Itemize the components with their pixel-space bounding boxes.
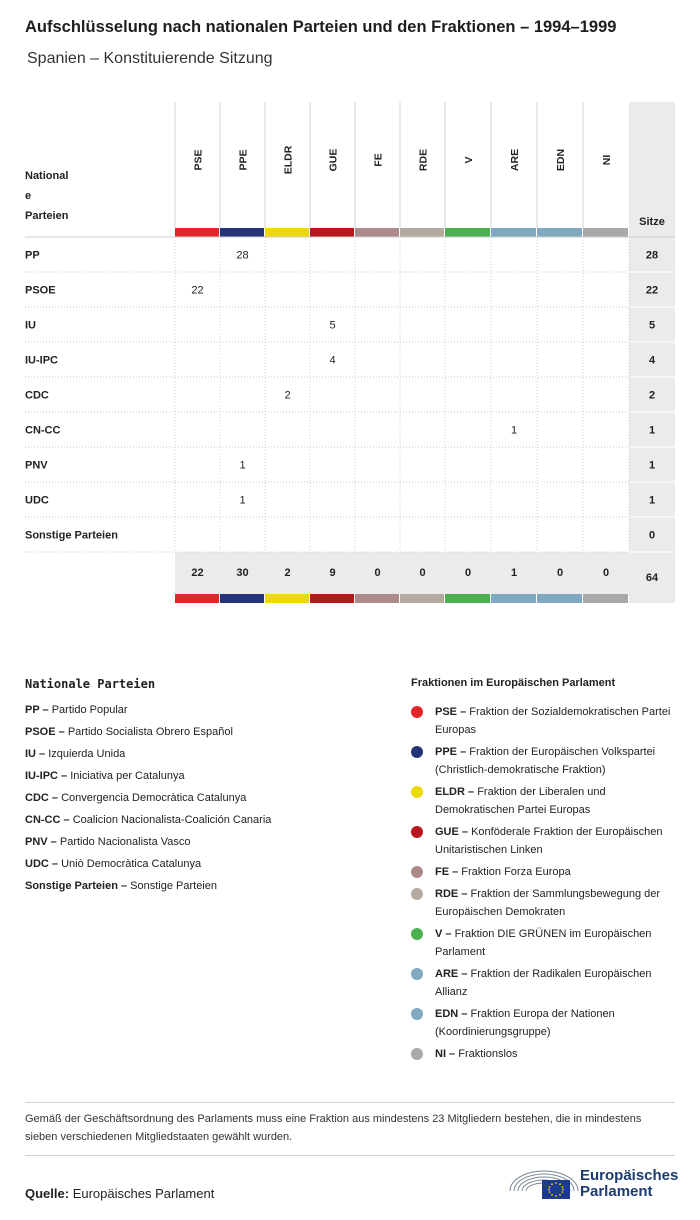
national-parties-heading: Nationale Parteien <box>25 677 156 691</box>
party-total-cell: 1 <box>648 424 656 437</box>
party-row-label: CDC <box>25 389 49 402</box>
group-color-dot <box>411 706 423 718</box>
seat-count-cell: 22 <box>191 284 204 297</box>
group-color-bar-bottom <box>537 594 582 603</box>
group-total-cell: 0 <box>602 567 610 579</box>
group-code-label: NI <box>601 154 613 166</box>
group-color-bar-bottom <box>583 594 628 603</box>
seat-count-cell: 4 <box>329 354 336 367</box>
group-color-bar-bottom <box>445 594 490 603</box>
group-code-label: V <box>463 156 475 164</box>
grand-total-cell: 64 <box>645 572 659 584</box>
group-total-cell: 9 <box>329 567 336 579</box>
group-color-bar <box>400 228 444 237</box>
group-color-bar-bottom <box>265 594 309 603</box>
group-code-label: GUE <box>327 148 340 172</box>
source: Quelle: Europäisches Parlament <box>25 1186 215 1201</box>
party-row-label: PNV <box>25 459 48 472</box>
national-party-item: IU-IPC – Iniciativa per Catalunya <box>25 770 185 782</box>
group-legend-item: ELDR – Fraktion der Liberalen und Demokratischen Partei Europas <box>411 783 681 819</box>
group-color-dot <box>411 1048 423 1060</box>
group-legend-item: V – Fraktion DIE GRÜNEN im Europäischen Parlament <box>411 925 681 961</box>
group-color-dot <box>411 928 423 940</box>
page-title: Aufschlüsselung nach nationalen Parteien und den Fraktionen – 1994–1999 <box>25 18 617 36</box>
party-total-cell: 4 <box>648 354 656 367</box>
national-party-item: IU – Izquierda Unida <box>25 748 126 760</box>
group-total-cell: 0 <box>464 567 472 579</box>
group-color-dot <box>411 866 423 878</box>
group-legend-item: ARE – Fraktion der Radikalen Europäischen Allianz <box>411 965 681 1001</box>
group-code-label: FE <box>372 153 385 167</box>
footnote: Gemäß der Geschäftsordnung des Parlaments muss eine Fraktion aus mindestens 23 Mitgliedern bestehen, die in mindestens sieben verschiedenen Mitgliedstaaten gewählt wurden. <box>25 1113 642 1143</box>
divider <box>25 1102 675 1103</box>
group-color-dot <box>411 746 423 758</box>
group-color-bar <box>491 228 536 237</box>
group-color-bar-bottom <box>400 594 444 603</box>
group-color-bar-bottom <box>355 594 399 603</box>
party-row-label: IU-IPC <box>25 354 58 367</box>
group-legend-item: RDE – Fraktion der Sammlungsbewegung der Europäischen Demokraten <box>411 885 681 921</box>
groups-legend-heading: Fraktionen im Europäischen Parlament <box>411 677 616 689</box>
seat-count-cell: 1 <box>510 424 518 437</box>
party-total-cell: 1 <box>648 459 656 472</box>
group-total-cell: 1 <box>510 567 518 579</box>
group-color-bar-bottom <box>220 594 264 603</box>
national-party-item: PSOE – Partido Socialista Obrero Español <box>25 726 233 738</box>
row-header-label: Parteien <box>25 210 69 222</box>
party-row-label: CN-CC <box>25 424 61 437</box>
page-subtitle: Spanien – Konstituierende Sitzung <box>27 50 273 67</box>
party-row-label: Sonstige Parteien <box>25 529 118 542</box>
group-color-bar-bottom <box>175 594 219 603</box>
national-party-item: CDC – Convergencia Democràtica Catalunya <box>25 792 247 804</box>
group-total-cell: 30 <box>236 567 249 579</box>
group-color-dot <box>411 888 423 900</box>
groups-legend-list <box>411 703 681 1067</box>
seat-count-cell: 2 <box>284 389 291 402</box>
group-code-label: ELDR <box>282 145 295 175</box>
group-code-label: PPE <box>237 149 250 171</box>
group-color-dot <box>411 826 423 838</box>
party-total-cell: 22 <box>645 284 659 297</box>
group-code-label: RDE <box>417 148 430 172</box>
national-party-item: CN-CC – Coalicion Nacionalista-Coalición Canaria <box>25 814 272 826</box>
national-parties-list <box>25 703 385 901</box>
group-color-bar <box>355 228 399 237</box>
group-total-cell: 0 <box>374 567 381 579</box>
group-total-cell: 2 <box>284 567 291 579</box>
group-color-bar <box>265 228 309 237</box>
row-header-label: National <box>25 170 69 182</box>
seat-count-cell: 1 <box>239 494 246 507</box>
group-color-dot <box>411 1008 423 1020</box>
group-color-bar <box>537 228 582 237</box>
national-party-item: PP – Partido Popular <box>25 704 128 716</box>
seat-count-cell: 28 <box>236 249 249 262</box>
party-total-cell: 1 <box>648 494 656 507</box>
group-total-cell: 22 <box>191 567 204 579</box>
group-code-label: EDN <box>555 148 567 172</box>
seats-column-background <box>629 102 675 603</box>
party-row-label: PP <box>25 249 40 262</box>
group-legend-item: GUE – Konföderale Fraktion der Europäischen Unitaristischen Linken <box>411 823 681 859</box>
party-total-cell: 5 <box>648 319 656 332</box>
group-legend-item: FE – Fraktion Forza Europa <box>411 863 681 881</box>
seat-count-cell: 1 <box>239 459 246 472</box>
group-color-bar-bottom <box>310 594 354 603</box>
party-total-cell: 28 <box>645 249 659 262</box>
group-code-label: PSE <box>192 149 205 171</box>
party-total-cell: 0 <box>648 529 656 542</box>
group-legend-item: PSE – Fraktion der Sozialdemokratischen Partei Europas <box>411 703 681 739</box>
group-color-bar <box>175 228 219 237</box>
party-row-label: IU <box>25 319 36 332</box>
group-legend-item: EDN – Fraktion Europa der Nationen (Koordinierungsgruppe) <box>411 1005 681 1041</box>
group-color-dot <box>411 968 423 980</box>
seats-column-label: Sitze <box>639 216 665 228</box>
group-total-cell: 0 <box>419 567 426 579</box>
parliament-logo-text: Europäisches Parlament <box>580 1167 679 1200</box>
group-color-bar <box>445 228 490 237</box>
national-party-item: PNV – Partido Nacionalista Vasco <box>25 836 191 848</box>
party-row-label: UDC <box>25 494 49 507</box>
group-color-dot <box>411 786 423 798</box>
group-legend-item: NI – Fraktionslos <box>411 1045 681 1063</box>
divider <box>25 1155 675 1156</box>
row-header-label: e <box>25 190 32 202</box>
group-color-bar-bottom <box>491 594 536 603</box>
group-color-bar <box>220 228 264 237</box>
national-party-item: UDC – Uniò Democràtica Catalunya <box>25 858 202 870</box>
group-code-label: ARE <box>509 148 521 172</box>
group-color-bar <box>310 228 354 237</box>
seat-count-cell: 5 <box>329 319 336 332</box>
party-total-cell: 2 <box>648 389 656 402</box>
party-row-label: PSOE <box>25 284 56 297</box>
group-legend-item: PPE – Fraktion der Europäischen Volkspartei (Christlich-demokratische Fraktion) <box>411 743 681 779</box>
group-color-bar <box>583 228 628 237</box>
national-party-item: Sonstige Parteien – Sonstige Parteien <box>25 880 217 892</box>
group-total-cell: 0 <box>556 567 564 579</box>
